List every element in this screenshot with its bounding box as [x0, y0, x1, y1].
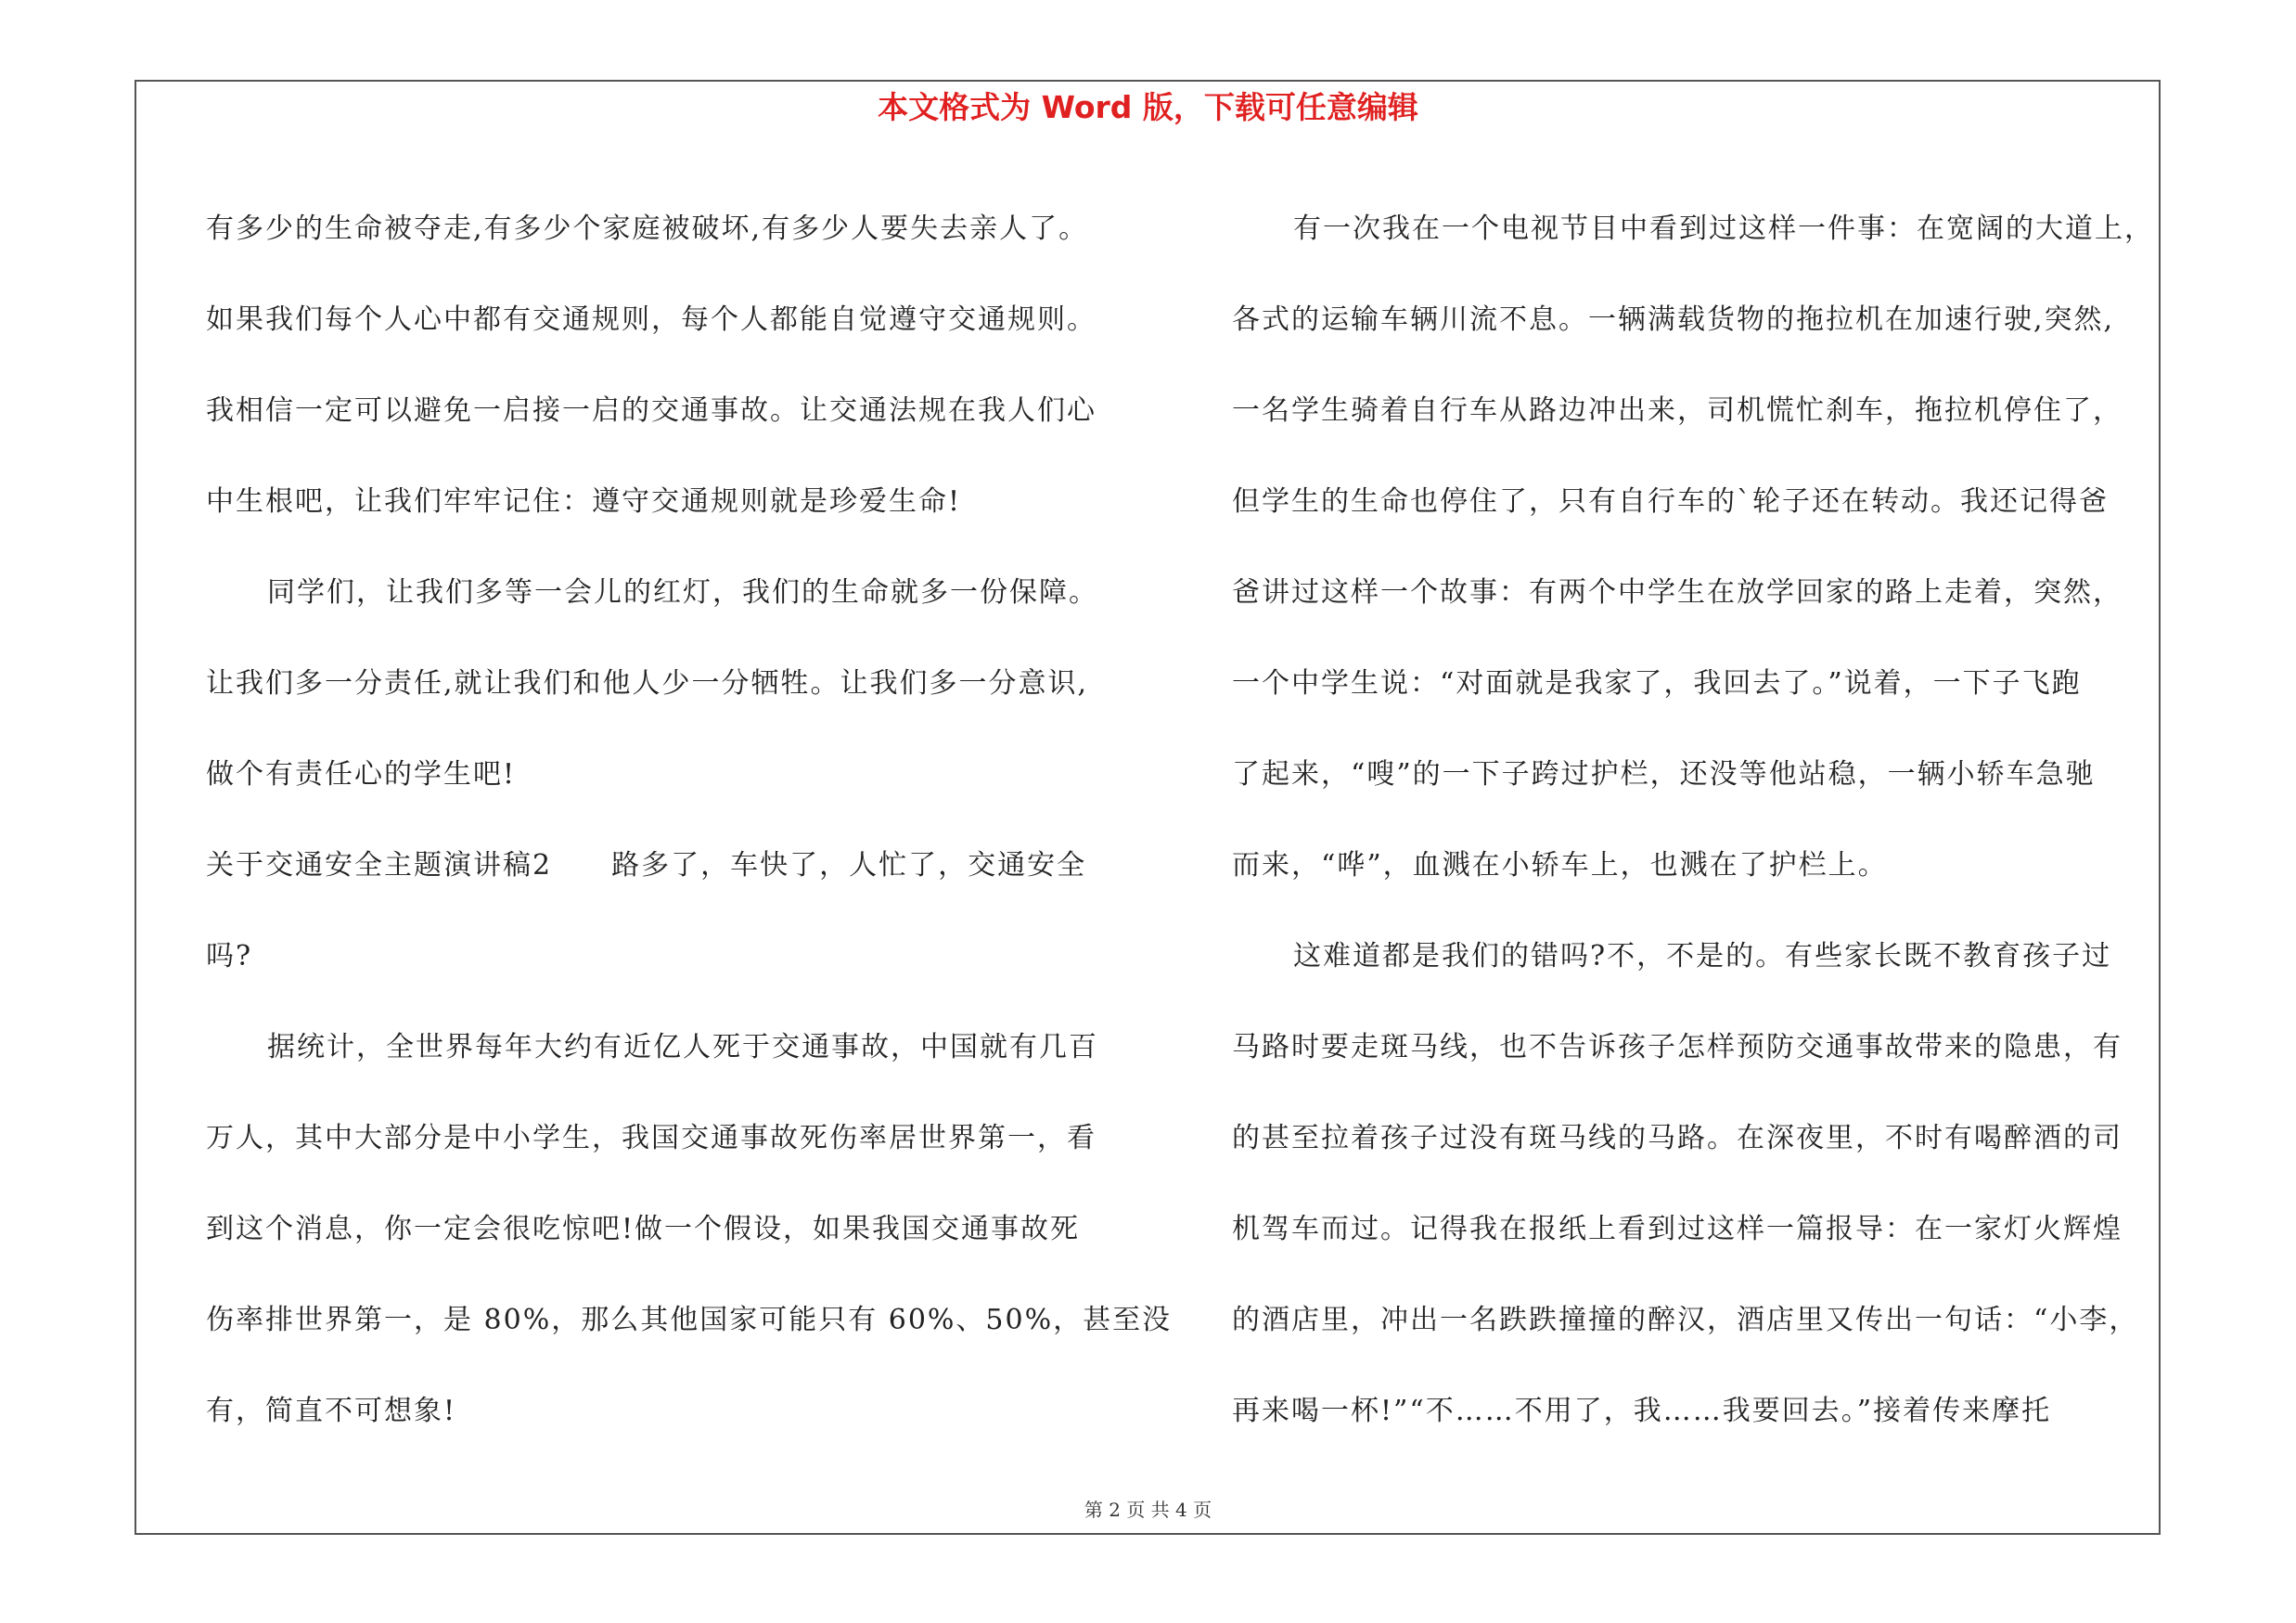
- paragraph-line: 马路时要走斑马线，也不告诉孩子怎样预防交通事故带来的隐患，有: [1232, 1031, 2123, 1063]
- paragraph-line: 有多少的生命被夺走,有多少个家庭被破坏,有多少人要失去亲人了。: [206, 213, 1089, 245]
- paragraph-line: 有一次我在一个电视节目中看到过这样一件事：在宽阔的大道上，: [1293, 213, 2154, 245]
- paragraph-line: 了起来，“嗖”的一下子跨过护栏，还没等他站稳，一辆小轿车急驰: [1232, 758, 2096, 791]
- page-number: 第 2 页 共 4 页: [1084, 1499, 1212, 1521]
- paragraph-line: 一名学生骑着自行车从路边冲出来，司机慌忙刹车，拖拉机停住了，: [1232, 394, 2123, 427]
- paragraph-line: 机驾车而过。记得我在报纸上看到过这样一篇报导：在一家灯火辉煌: [1232, 1213, 2123, 1245]
- paragraph-line: 让我们多一分责任,就让我们和他人少一分牺牲。让我们多一分意识,: [206, 667, 1089, 700]
- paragraph-line: 的酒店里，冲出一名跌跌撞撞的醉汉，酒店里又传出一句话：“小李，: [1232, 1304, 2139, 1336]
- left-column: [206, 184, 1173, 1457]
- paragraph-line: 做个有责任心的学生吧!: [206, 758, 517, 791]
- paragraph-line: 再来喝一杯!”“不……不用了，我……我要回去。”接着传来摩托: [1232, 1395, 2052, 1427]
- paragraph-line: 伤率排世界第一，是 80%，那么其他国家可能只有 60%、50%，甚至没: [206, 1304, 1173, 1336]
- paragraph-line: 爸讲过这样一个故事：有两个中学生在放学回家的路上走着，突然，: [1232, 576, 2123, 609]
- section-heading-line: 关于交通安全主题演讲稿2 路多了，车快了，人忙了，交通安全: [206, 849, 1087, 882]
- paragraph-line: 同学们，让我们多等一会儿的红灯，我们的生命就多一份保障。: [267, 576, 1098, 609]
- format-notice: 本文格式为 Word 版，下载可任意编辑: [878, 89, 1418, 125]
- paragraph-line: 吗?: [206, 940, 253, 973]
- right-column: [1232, 184, 2160, 1457]
- paragraph-line: 一个中学生说：“对面就是我家了，我回去了。”说着，一下子飞跑: [1232, 667, 2082, 700]
- paragraph-line: 据统计，全世界每年大约有近亿人死于交通事故，中国就有几百: [267, 1031, 1098, 1063]
- paragraph-line: 如果我们每个人心中都有交通规则，每个人都能自觉遵守交通规则。: [206, 303, 1097, 336]
- paragraph-line: 到这个消息，你一定会很吃惊吧!做一个假设，如果我国交通事故死: [206, 1213, 1081, 1245]
- paragraph-line: 这难道都是我们的错吗?不，不是的。有些家长既不教育孩子过: [1293, 940, 2112, 973]
- paragraph-line: 万人，其中大部分是中小学生，我国交通事故死伤率居世界第一，看: [206, 1122, 1097, 1154]
- paragraph-line: 有，简直不可想象!: [206, 1395, 457, 1427]
- paragraph-line: 中生根吧，让我们牢牢记住：遵守交通规则就是珍爱生命!: [206, 485, 962, 518]
- paragraph-line: 各式的运输车辆川流不息。一辆满载货物的拖拉机在加速行驶,突然,: [1232, 303, 2115, 336]
- paragraph-line: 但学生的生命也停住了，只有自行车的`轮子还在转动。我还记得爸: [1232, 485, 2109, 518]
- paragraph-line: 而来，“哗”，血溅在小轿车上，也溅在了护栏上。: [1232, 849, 1888, 882]
- paragraph-line: 我相信一定可以避免一启接一启的交通事故。让交通法规在我人们心: [206, 394, 1097, 427]
- paragraph-line: 的甚至拉着孩子过没有斑马线的马路。在深夜里，不时有喝醉酒的司: [1232, 1122, 2123, 1154]
